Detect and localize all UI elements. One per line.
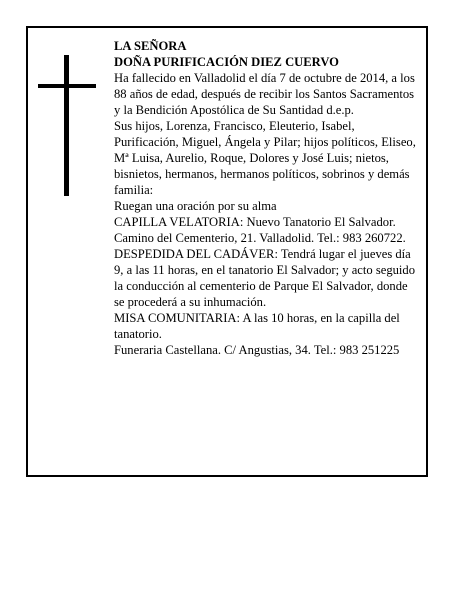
mass-info: MISA COMUNITARIA: A las 10 horas, en la capilla del tanatorio. <box>114 311 400 341</box>
cross-icon-crossbar <box>38 84 96 88</box>
funeral-chapel-info: CAPILLA VELATORIA: Nuevo Tanatorio El Salvador. Camino del Cementerio, 21. Valladolid. Tel.: 983 260722. <box>114 215 406 245</box>
obituary-text-block <box>114 38 420 358</box>
farewell-info: DESPEDIDA DEL CADÁVER: Tendrá lugar el jueves día 9, a las 11 horas, en el tanatorio El Salvador; y acto seguido la conducción al cementerio de Parque El Salvador, donde se procederá a su inhumación. <box>114 247 416 309</box>
notice-title: LA SEÑORA <box>114 39 187 53</box>
funeral-home-info: Funeraria Castellana. C/ Angustias, 34. Tel.: 983 251225 <box>114 343 400 357</box>
family-list: Sus hijos, Lorenza, Francisco, Eleuterio, Isabel, Purificación, Miguel, Ángela y Pilar; hijos políticos, Eliseo, Mª Luisa, Aurelio, Roque, Dolores y José Luis; nietos, bisnietos, hermanos, hermanos políticos, sobrinos y demás familia: <box>114 119 416 197</box>
deceased-name: DOÑA PURIFICACIÓN DIEZ CUERVO <box>114 55 339 69</box>
cross-icon <box>64 55 69 196</box>
prayer-request: Ruegan una oración por su alma <box>114 199 277 213</box>
death-announcement: Ha fallecido en Valladolid el día 7 de octubre de 2014, a los 88 años de edad, después de recibir los Santos Sacramentos y la Bendición Apostólica de Su Santidad d.e.p. <box>114 71 415 117</box>
